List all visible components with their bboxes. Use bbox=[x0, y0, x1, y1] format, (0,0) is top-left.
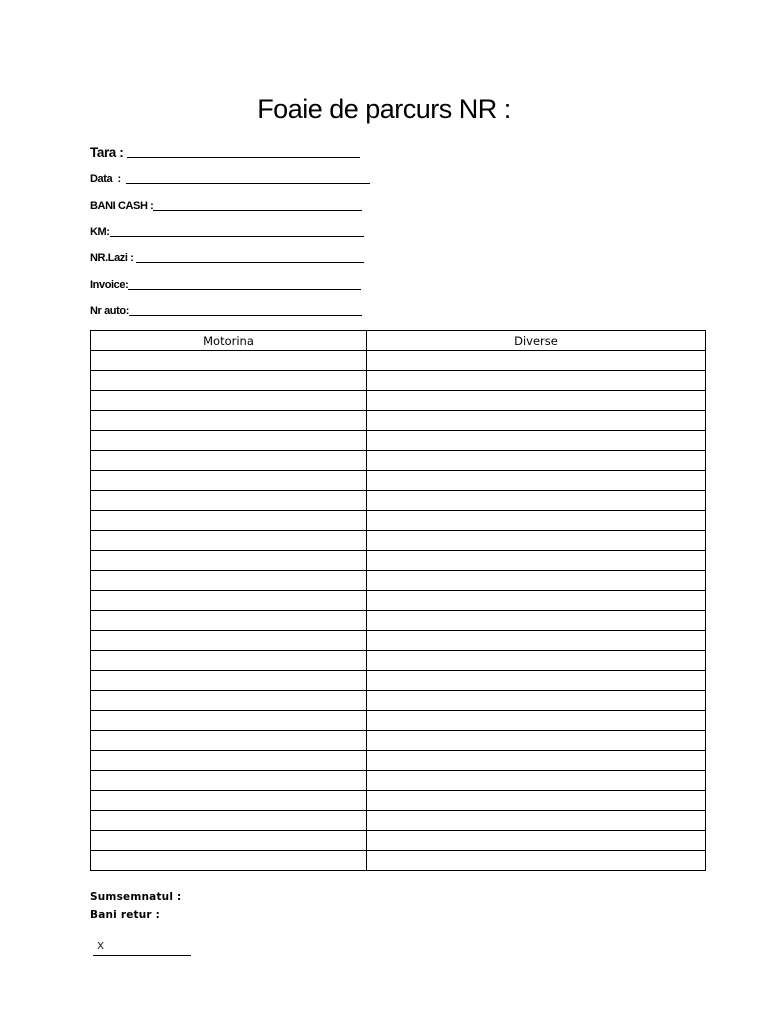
table-row bbox=[91, 691, 706, 711]
field-km bbox=[90, 219, 364, 239]
field-blank-line[interactable] bbox=[153, 210, 362, 211]
cell-motorina[interactable] bbox=[91, 711, 367, 731]
expense-table bbox=[90, 330, 706, 871]
field-blank-line[interactable] bbox=[136, 262, 364, 263]
cell-diverse[interactable] bbox=[367, 851, 706, 871]
cell-motorina[interactable] bbox=[91, 731, 367, 751]
field-invoice bbox=[90, 272, 361, 292]
table-row bbox=[91, 851, 706, 871]
cell-motorina[interactable] bbox=[91, 811, 367, 831]
cell-diverse[interactable] bbox=[367, 531, 706, 551]
field-blank-line[interactable] bbox=[126, 183, 370, 184]
table-row bbox=[91, 591, 706, 611]
cell-motorina[interactable] bbox=[91, 571, 367, 591]
cell-motorina[interactable] bbox=[91, 511, 367, 531]
table-row bbox=[91, 371, 706, 391]
cell-motorina[interactable] bbox=[91, 531, 367, 551]
table-row bbox=[91, 731, 706, 751]
cell-motorina[interactable] bbox=[91, 831, 367, 851]
table-row bbox=[91, 611, 706, 631]
table-row bbox=[91, 831, 706, 851]
cell-motorina[interactable] bbox=[91, 791, 367, 811]
returned-money-label: Bani retur : bbox=[90, 909, 161, 921]
table-row bbox=[91, 651, 706, 671]
field-tara bbox=[90, 140, 360, 160]
table-row bbox=[91, 351, 706, 371]
table-row bbox=[91, 391, 706, 411]
field-label: Invoice: bbox=[90, 279, 129, 291]
cell-diverse[interactable] bbox=[367, 451, 706, 471]
field-label: Tara : bbox=[90, 145, 127, 160]
column-header-motorina: Motorina bbox=[91, 331, 367, 351]
cell-diverse[interactable] bbox=[367, 771, 706, 791]
cell-diverse[interactable] bbox=[367, 591, 706, 611]
cell-diverse[interactable] bbox=[367, 651, 706, 671]
cell-diverse[interactable] bbox=[367, 391, 706, 411]
cell-diverse[interactable] bbox=[367, 431, 706, 451]
field-blank-line[interactable] bbox=[129, 315, 362, 316]
table-row bbox=[91, 551, 706, 571]
column-header-diverse: Diverse bbox=[367, 331, 706, 351]
table-row bbox=[91, 711, 706, 731]
table-row bbox=[91, 631, 706, 651]
signed-label: Sumsemnatul : bbox=[90, 891, 182, 903]
field-label: Data : bbox=[90, 173, 127, 185]
cell-motorina[interactable] bbox=[91, 751, 367, 771]
cell-diverse[interactable] bbox=[367, 811, 706, 831]
cell-diverse[interactable] bbox=[367, 691, 706, 711]
cell-diverse[interactable] bbox=[367, 491, 706, 511]
field-blank-line[interactable] bbox=[127, 157, 360, 158]
table-row bbox=[91, 571, 706, 591]
cell-motorina[interactable] bbox=[91, 671, 367, 691]
cell-diverse[interactable] bbox=[367, 371, 706, 391]
cell-motorina[interactable] bbox=[91, 471, 367, 491]
cell-motorina[interactable] bbox=[91, 391, 367, 411]
field-blank-line[interactable] bbox=[128, 289, 361, 290]
field-nr-auto bbox=[90, 298, 362, 318]
field-bani-cash bbox=[90, 193, 362, 213]
cell-diverse[interactable] bbox=[367, 471, 706, 491]
table-row bbox=[91, 751, 706, 771]
cell-diverse[interactable] bbox=[367, 791, 706, 811]
field-label: NR.Lazi : bbox=[90, 252, 137, 264]
field-label: Nr auto: bbox=[90, 305, 129, 317]
field-nr-lazi bbox=[90, 245, 364, 265]
table-row bbox=[91, 431, 706, 451]
document-title: Foaie de parcurs NR : bbox=[257, 94, 511, 124]
cell-diverse[interactable] bbox=[367, 571, 706, 591]
cell-motorina[interactable] bbox=[91, 651, 367, 671]
cell-motorina[interactable] bbox=[91, 771, 367, 791]
field-label: KM: bbox=[90, 226, 110, 238]
cell-motorina[interactable] bbox=[91, 371, 367, 391]
cell-motorina[interactable] bbox=[91, 631, 367, 651]
cell-diverse[interactable] bbox=[367, 671, 706, 691]
cell-diverse[interactable] bbox=[367, 631, 706, 651]
table-row bbox=[91, 451, 706, 471]
cell-motorina[interactable] bbox=[91, 351, 367, 371]
table-row bbox=[91, 471, 706, 491]
signature-line[interactable] bbox=[93, 938, 191, 956]
field-blank-line[interactable] bbox=[110, 236, 364, 237]
cell-diverse[interactable] bbox=[367, 411, 706, 431]
field-label: BANI CASH : bbox=[90, 200, 154, 212]
cell-motorina[interactable] bbox=[91, 611, 367, 631]
table-row bbox=[91, 811, 706, 831]
table-row bbox=[91, 411, 706, 431]
cell-motorina[interactable] bbox=[91, 491, 367, 511]
cell-diverse[interactable] bbox=[367, 511, 706, 531]
table-row bbox=[91, 671, 706, 691]
cell-motorina[interactable] bbox=[91, 691, 367, 711]
cell-motorina[interactable] bbox=[91, 551, 367, 571]
cell-motorina[interactable] bbox=[91, 851, 367, 871]
table-row bbox=[91, 511, 706, 531]
cell-diverse[interactable] bbox=[367, 351, 706, 371]
table-row bbox=[91, 491, 706, 511]
table-row bbox=[91, 791, 706, 811]
cell-diverse[interactable] bbox=[367, 551, 706, 571]
field-data bbox=[90, 166, 370, 186]
cell-diverse[interactable] bbox=[367, 751, 706, 771]
cell-motorina[interactable] bbox=[91, 411, 367, 431]
cell-diverse[interactable] bbox=[367, 611, 706, 631]
table-row bbox=[91, 531, 706, 551]
signature-mark: x bbox=[97, 938, 105, 952]
table-row bbox=[91, 771, 706, 791]
cell-diverse[interactable] bbox=[367, 731, 706, 751]
cell-diverse[interactable] bbox=[367, 831, 706, 851]
table-header-row bbox=[91, 331, 706, 351]
cell-motorina[interactable] bbox=[91, 591, 367, 611]
cell-motorina[interactable] bbox=[91, 431, 367, 451]
cell-motorina[interactable] bbox=[91, 451, 367, 471]
table-body bbox=[91, 351, 706, 871]
cell-diverse[interactable] bbox=[367, 711, 706, 731]
